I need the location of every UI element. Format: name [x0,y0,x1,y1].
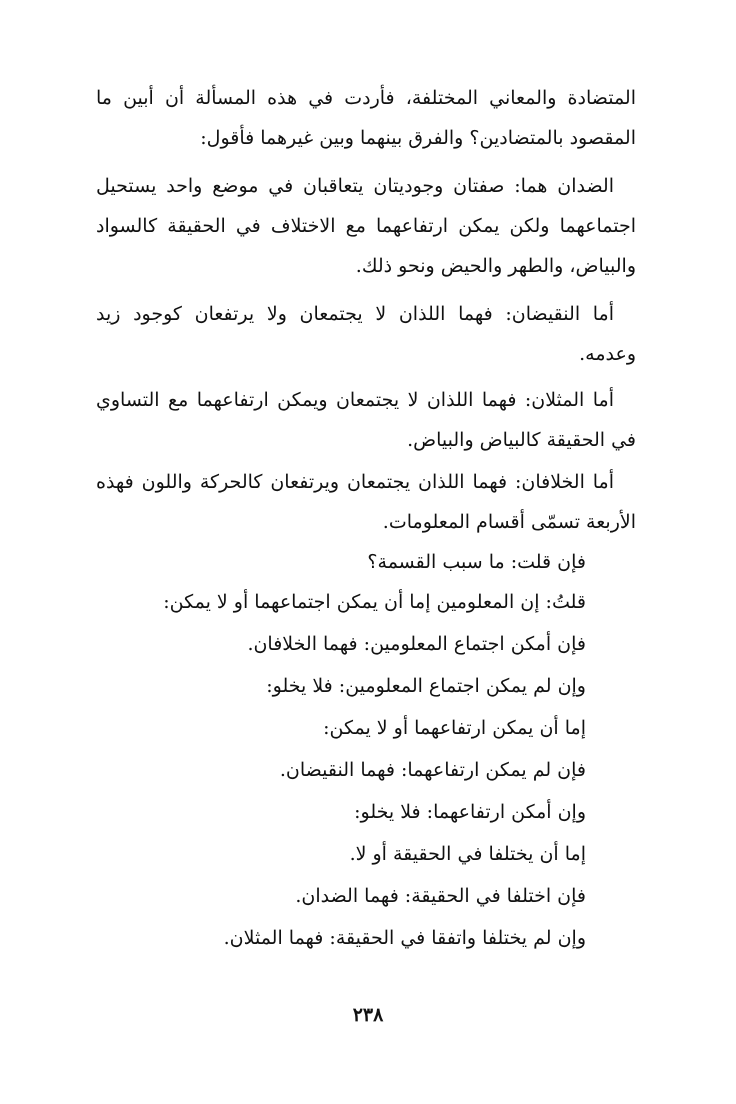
division-line-contradictories: فإن لم يمكن ارتفاعهما: فهما النقيضان. [279,759,586,781]
paragraph-contraries: الضدان هما: صفتان وجوديتان يتعاقبان في موضع واحد يستحيل اجتماعهما ولكن يمكن ارتفاعهما مع الاختلاف في الحقيقة كالسواد والبياض، والطهر والحيض ونحو ذلك. [96,175,636,277]
paragraph-differents: أما الخلافان: فهما اللذان يجتمعان ويرتفعان كالحركة واللون فهذه الأربعة تسمّى أقسام المعلومات. [96,471,636,533]
division-line-similars: وإن لم يختلفا واتفقا في الحقيقة: فهما المثلان. [223,927,586,949]
paragraph-intro: المتضادة والمعاني المختلفة، فأردت في هذه المسألة أن أبين ما المقصود بالمتضادين؟ والفرق بينهما وبين غيرهما فأقول: [96,87,636,149]
division-line-answer: قلتُ: إن المعلومين إما أن يمكن اجتماعهما أو لا يمكن: [163,591,586,613]
page-number: ٢٣٨ [352,1004,384,1026]
paragraph-contradictories: أما النقيضان: فهما اللذان لا يجتمعان ولا يرتفعان كوجود زيد وعدمه. [96,303,636,365]
paragraph-similars: أما المثلان: فهما اللذان لا يجتمعان ويمكن ارتفاعهما مع التساوي في الحقيقة كالبياض والبياض. [96,389,636,451]
division-line-removal-question: إما أن يمكن ارتفاعهما أو لا يمكن: [323,717,586,739]
division-line-differents: فإن أمكن اجتماع المعلومين: فهما الخلافان. [247,633,586,655]
division-line-question: فإن قلت: ما سبب القسمة؟ [367,551,586,573]
division-line-reality-question: إما أن يختلفا في الحقيقة أو لا. [349,843,586,865]
division-line-not-combinable: وإن لم يمكن اجتماع المعلومين: فلا يخلو: [266,675,586,697]
division-line-removable: وإن أمكن ارتفاعهما: فلا يخلو: [354,801,586,823]
division-line-contraries: فإن اختلفا في الحقيقة: فهما الضدان. [295,885,586,907]
